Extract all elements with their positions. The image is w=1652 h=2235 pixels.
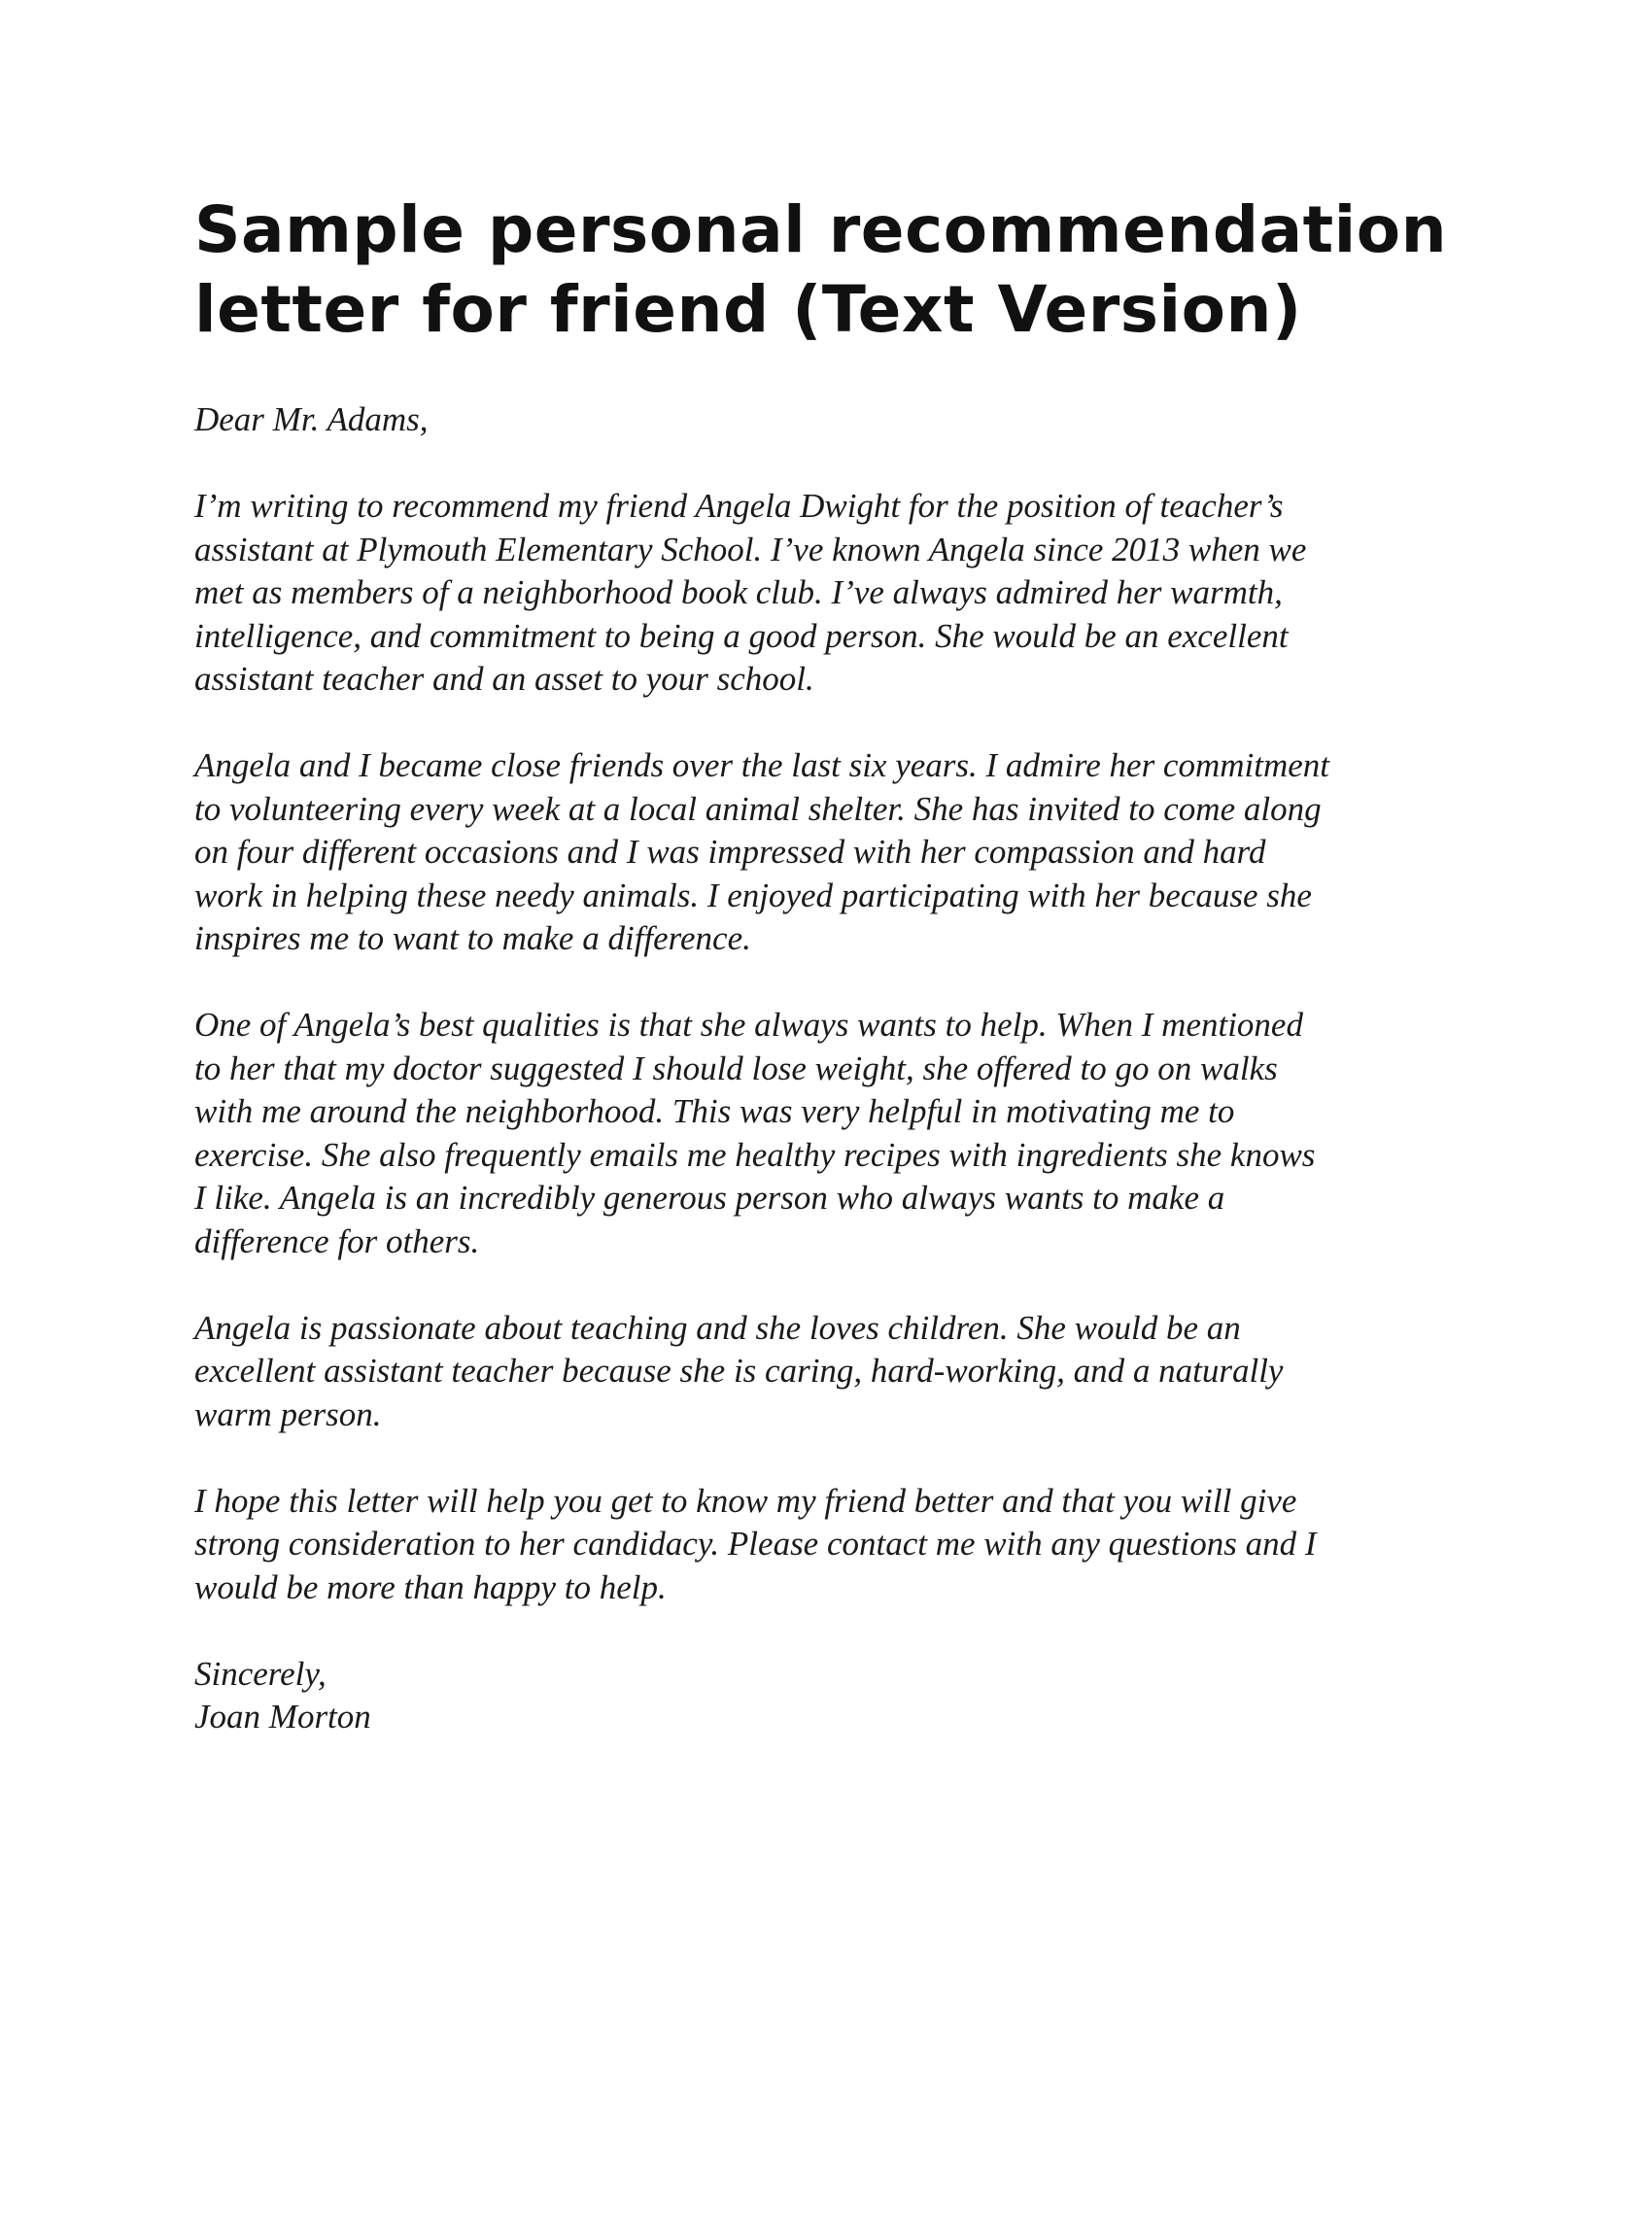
- paragraph-line: on four different occasions and I was impressed with her compassion and hard: [194, 833, 1266, 871]
- paragraph-line: met as members of a neighborhood book club. I’ve always admired her warmth,: [194, 573, 1283, 611]
- paragraph-line: work in helping these needy animals. I enjoyed participating with her because she: [194, 876, 1312, 914]
- paragraph-4: [194, 1307, 1477, 1437]
- closing: Sincerely,: [194, 1654, 327, 1693]
- paragraph-1: [194, 485, 1477, 702]
- paragraph-line: warm person.: [194, 1394, 382, 1433]
- paragraph-line: strong consideration to her candidacy. Please contact me with any questions and I: [194, 1525, 1317, 1563]
- paragraph-line: assistant teacher and an asset to your school.: [194, 660, 814, 698]
- title-line-2: letter for friend (Text Version): [194, 272, 1302, 347]
- paragraph-line: I’m writing to recommend my friend Angela Dwight for the position of teacher’s: [194, 487, 1284, 525]
- paragraph-line: Angela is passionate about teaching and she loves children. She would be an: [194, 1308, 1241, 1347]
- paragraph-line: with me around the neighborhood. This was very helpful in motivating me to: [194, 1092, 1235, 1130]
- paragraph-line: difference for others.: [194, 1221, 480, 1260]
- paragraph-5: [194, 1480, 1477, 1610]
- paragraph-line: to volunteering every week at a local animal shelter. She has invited to come along: [194, 789, 1322, 828]
- paragraph-2: [194, 744, 1477, 961]
- paragraph-line: assistant at Plymouth Elementary School. I’ve known Angela since 2013 when we: [194, 530, 1307, 568]
- signature-name: Joan Morton: [194, 1698, 371, 1736]
- paragraph-line: One of Angela’s best qualities is that she always wants to help. When I mentioned: [194, 1006, 1303, 1044]
- paragraph-line: I hope this letter will help you get to know my friend better and that you will give: [194, 1481, 1297, 1520]
- paragraph-line: inspires me to want to make a difference.: [194, 919, 751, 957]
- title-line-1: Sample personal recommendation: [194, 192, 1448, 267]
- paragraph-line: I like. Angela is an incredibly generous person who always wants to make a: [194, 1179, 1225, 1217]
- paragraph-line: excellent assistant teacher because she is caring, hard-working, and a naturally: [194, 1352, 1284, 1390]
- paragraph-line: exercise. She also frequently emails me healthy recipes with ingredients she knows: [194, 1135, 1316, 1174]
- paragraph-line: intelligence, and commitment to being a good person. She would be an excellent: [194, 616, 1289, 655]
- paragraph-line: to her that my doctor suggested I should lose weight, she offered to go on walks: [194, 1049, 1278, 1087]
- paragraph-line: would be more than happy to help.: [194, 1567, 667, 1606]
- paragraph-3: [194, 1004, 1477, 1263]
- paragraph-line: Angela and I became close friends over the last six years. I admire her commitment: [194, 746, 1330, 784]
- document-title: [194, 190, 1458, 350]
- salutation: Dear Mr. Adams,: [194, 400, 429, 438]
- letter-body: [194, 398, 1477, 1739]
- closing-block: [194, 1653, 1477, 1739]
